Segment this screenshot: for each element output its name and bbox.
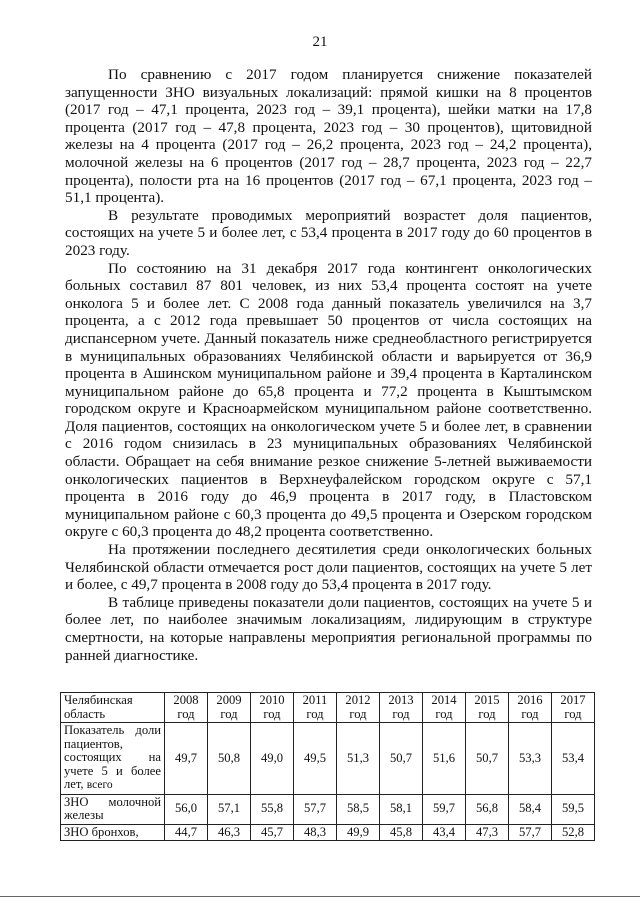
table-cell: 46,3 [208, 824, 251, 841]
table-cell: 57,7 [509, 824, 552, 841]
table-row-total [61, 723, 595, 795]
row-label-bronchi: ЗНО бронхов, [61, 824, 165, 841]
year-header: 2013 год [380, 693, 423, 723]
table-cell: 51,3 [337, 723, 380, 795]
row-label-breast: ЗНО молочной железы [61, 794, 165, 824]
year-header: 2009 год [208, 693, 251, 723]
table-cell: 50,7 [466, 723, 509, 795]
table-cell: 51,6 [423, 723, 466, 795]
year-header: 2016 год [509, 693, 552, 723]
table-cell: 45,7 [251, 824, 294, 841]
table-cell: 52,8 [552, 824, 595, 841]
table-cell: 58,5 [337, 794, 380, 824]
table-cell: 49,7 [165, 723, 208, 795]
table-corner-label: Челябинская область [61, 693, 165, 723]
table-row-breast [61, 794, 595, 824]
table-cell: 43,4 [423, 824, 466, 841]
table-cell: 57,7 [294, 794, 337, 824]
table-cell: 57,1 [208, 794, 251, 824]
table-cell: 56,8 [466, 794, 509, 824]
table-cell: 53,3 [509, 723, 552, 795]
table-cell: 59,5 [552, 794, 595, 824]
row-label-total: Показатель доли пациентов, состоящих на учете 5 и более лет, всего [61, 723, 165, 795]
table-cell: 55,8 [251, 794, 294, 824]
table-cell: 47,3 [466, 824, 509, 841]
table-row-bronchi [61, 824, 595, 841]
table-cell: 49,9 [337, 824, 380, 841]
table-cell: 44,7 [165, 824, 208, 841]
paragraph-5: В таблице приведены показатели доли пациентов, состоящих на учете 5 и более лет, по наиболее значимым локализациям, лидирующим в структуре смертности, на которые направлены мероприятия региональной программы по ранней диагностике. [65, 593, 592, 664]
table-cell: 59,7 [423, 794, 466, 824]
paragraph-4: На протяжении последнего десятилетия среди онкологических больных Челябинской области отмечается рост доли пациентов, состоящих на учете 5 лет и более, с 49,7 процента в 2008 году до 53,4 процента в 2017 году. [65, 541, 592, 594]
five-year-share-table [60, 692, 595, 841]
table-cell: 56,0 [165, 794, 208, 824]
table-cell: 58,1 [380, 794, 423, 824]
document-body [65, 66, 592, 664]
table-cell: 50,7 [380, 723, 423, 795]
table-cell: 45,8 [380, 824, 423, 841]
table-cell: 58,4 [509, 794, 552, 824]
table-cell: 48,3 [294, 824, 337, 841]
year-header: 2017 год [552, 693, 595, 723]
year-header: 2015 год [466, 693, 509, 723]
paragraph-3: По состоянию на 31 декабря 2017 года контингент онкологических больных составил 87 801 человек, из них 53,4 процента состоят на учете онколога 5 и более лет. С 2008 года данный показатель увеличился на 3,7 процента, а с 2012 года превышает 50 процентов от числа состоящих на диспансерном учете. Данный показатель ниже среднеобластного регистрируется в муниципальных образованиях Челябинской области и варьируется от 36,9 процента в Ашинском муниципальном районе и 39,4 процента в Карталинском муниципальном районе до 65,8 процента и 77,2 процента в Кыштымском городском округе и Красноармейском муниципальном районе соответственно. Доля пациентов, состоящих на онкологическом учете 5 и более лет, в сравнении с 2016 годом снизилась в 23 муниципальных образованиях Челябинской области. Обращает на себя внимание резкое снижение 5-летней выживаемости онкологических пациентов в Верхнеуфалейском городском округе с 57,1 процента в 2016 году до 46,9 процента в 2017 году, в Пластовском муниципальном районе с 60,3 процента до 49,5 процента и Озерском городском округе с 60,3 процента до 48,2 процента соответственно. [65, 259, 592, 541]
table-header-row [61, 693, 595, 723]
table-cell: 53,4 [552, 723, 595, 795]
page-number: 21 [312, 34, 328, 50]
table-cell: 49,0 [251, 723, 294, 795]
year-header: 2012 год [337, 693, 380, 723]
paragraph-1: По сравнению с 2017 годом планируется снижение показателей запущенности ЗНО визуальных локализаций: прямой кишки на 8 процентов (2017 год – 47,1 процента, 2023 год – 39,1 процента), шейки матки на 17,8 процента (2017 год – 47,8 процента, 2023 год – 30 процентов), щитовидной железы на 4 процента (2017 год – 26,2 процента, 2023 год – 24,2 процента), молочной железы на 6 процентов (2017 год – 28,7 процента, 2023 год – 22,7 процента), полости рта на 16 процентов (2017 год – 67,1 процента, 2023 год – 51,1 процента). [65, 66, 592, 207]
page-bottom-rule [0, 896, 640, 897]
year-header: 2010 год [251, 693, 294, 723]
paragraph-2: В результате проводимых мероприятий возрастет доля пациентов, состоящих на учете 5 и более лет, с 53,4 процента в 2017 году до 60 процентов в 2023 году. [65, 206, 592, 259]
year-header: 2008 год [165, 693, 208, 723]
year-header: 2011 год [294, 693, 337, 723]
table-cell: 50,8 [208, 723, 251, 795]
table-cell: 49,5 [294, 723, 337, 795]
year-header: 2014 год [423, 693, 466, 723]
